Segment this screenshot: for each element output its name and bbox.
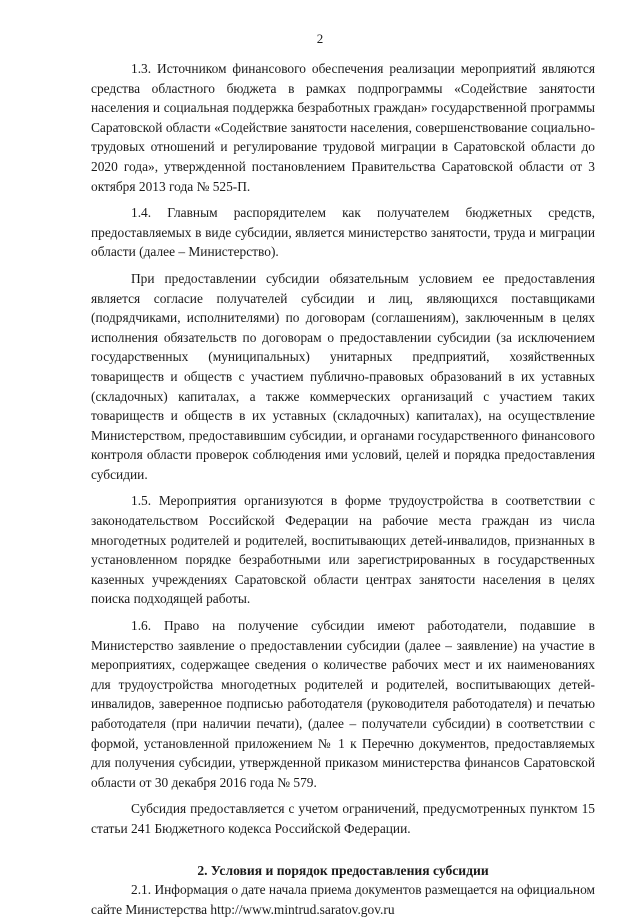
page-number: 2	[316, 31, 324, 46]
paragraph-subsidy-limits: Субсидия предоставляется с учетом ограничений, предусмотренных пунктом 15 статьи 241 Бюджетного кодекса Российской Федерации.	[91, 801, 595, 836]
paragraph-subsidy-condition: При предоставлении субсидии обязательным условием ее предоставления является согласие получателей субсидии и лиц, являющихся поставщиками (подрядчиками, исполнителями) по договорам (соглашениям), заключенным в целях исполнения обязательств по договорам о предоставлении субсидии (за исключением государственных (муниципальных) унитарных предприятий, хозяйственных товариществ и обществ с участием публично-правовых образований в их уставных (складочных) капиталах, а также коммерческих организаций с участием таких товариществ и обществ в их уставных (складочных) капиталах), на осуществление Министерством, предоставившим субсидии, и органами государственного финансового контроля области проверок соблюдения ими условий, целей и порядка предоставления субсидии.	[91, 270, 595, 482]
section-2-heading: 2. Условия и порядок предоставления субсидии	[197, 862, 489, 878]
document-body	[91, 59, 595, 919]
paragraph-1-6: 1.6. Право на получение субсидии имеют работодатели, подавшие в Министерство заявление о предоставлении субсидии (далее – заявление) на участие в мероприятиях, содержащее сведения о количестве рабочих мест и их наименованиях для трудоустройства многодетных родителей и родителей, воспитывающих детей-инвалидов, заверенное подписью работодателя (руководителя работодателя) и печатью работодателя (при наличии печати), (далее – получатели субсидии) в соответствии с формой, установленной приложением № 1 к Перечню документов, предоставляемых для получения субсидии, утвержденной приказом министерства финансов Саратовской области от 30 декабря 2016 года № 579.	[91, 618, 595, 790]
paragraph-1-3: 1.3. Источником финансового обеспечения реализации мероприятий являются средства областного бюджета в рамках подпрограммы «Содействие занятости населения и социальная поддержка безработных граждан» государственной программы Саратовской области «Содействие занятости населения, совершенствование социально-трудовых отношений и регулирование трудовой миграции в Саратовской области до 2020 года», утвержденной постановлением Правительства Саратовской области от 3 октября 2013 года № 525-П.	[91, 61, 595, 194]
paragraph-1-4: 1.4. Главным распорядителем как получателем бюджетных средств, предоставляемых в виде субсидии, является министерство занятости, труда и миграции области (далее – Министерство).	[91, 205, 595, 260]
paragraph-1-5: 1.5. Мероприятия организуются в форме трудоустройства в соответствии с законодательством Российской Федерации на рабочие места граждан из числа многодетных родителей и родителей, воспитывающих детей-инвалидов, признанных в установленном порядке безработными или зарегистрированных в государственных казенных учреждениях Саратовской области центрах занятости населения в целях поиска подходящей работы.	[91, 493, 595, 607]
paragraph-2-1: 2.1. Информация о дате начала приема документов размещается на официальном сайте Министерства http://www.mintrud.saratov.gov.ru	[91, 882, 595, 917]
